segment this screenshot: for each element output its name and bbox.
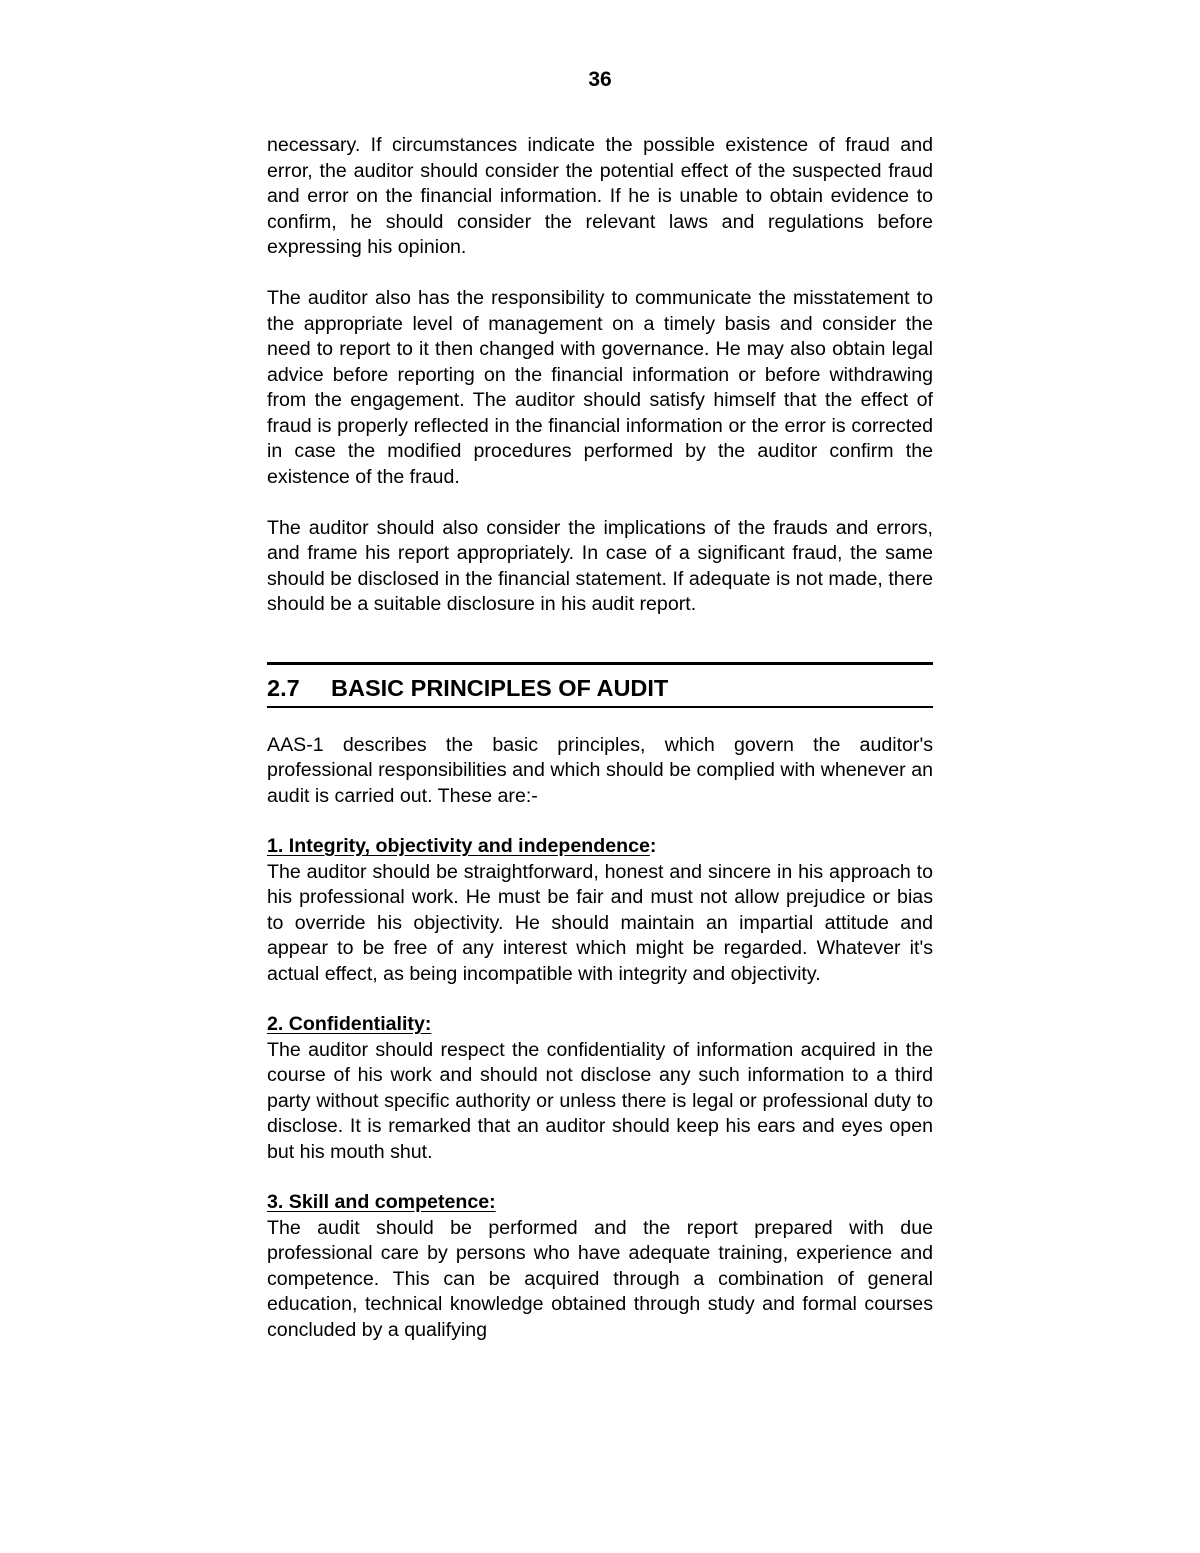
principle-heading-skill xyxy=(267,1190,933,1216)
principle-body-confidentiality: The auditor should respect the confidentiality of information acquired in the course of his work and should not disclose any such information to a third party without specific authority or unless there is legal or professional duty to disclose. It is remarked that an auditor should keep his ears and eyes open but his mouth shut. xyxy=(267,1038,933,1163)
principle-heading-confidentiality xyxy=(267,1012,933,1038)
section-intro: AAS-1 describes the basic principles, which govern the auditor's professional responsibilities and which should be complied with whenever an audit is carried out. These are:- xyxy=(267,733,933,807)
principle-heading-integrity xyxy=(267,834,933,860)
section-number: 2.7 xyxy=(267,674,300,701)
section-heading xyxy=(267,662,933,708)
section-title: BASIC PRINCIPLES OF AUDIT xyxy=(331,674,669,701)
principle-title-skill: 3. Skill and competence: xyxy=(267,1191,496,1213)
principle-title-integrity: 1. Integrity, objectivity and independence xyxy=(267,835,650,857)
paragraph-fraud-error-consideration: necessary. If circumstances indicate the possible existence of fraud and error, the auditor should consider the potential effect of the suspected fraud and error on the financial information. If he is unable to obtain evidence to confirm, he should consider the relevant laws and regulations before expressing his opinion. xyxy=(267,134,933,258)
principle-body-integrity: The auditor should be straightforward, honest and sincere in his approach to his professional work. He must be fair and must not allow prejudice or bias to override his objectivity. He should maintain an impartial attitude and appear to be free of any interest which might be regarded. Whatever it's actual effect, as being incompatible with integrity and objectivity. xyxy=(267,860,933,985)
principle-title-suffix: : xyxy=(649,835,657,857)
principle-title-confidentiality: 2. Confidentiality: xyxy=(267,1013,432,1035)
page-number: 36 xyxy=(588,68,612,91)
paragraph-report-implications: The auditor should also consider the implications of the frauds and errors, and frame his report appropriately. In case of a significant fraud, the same should be disclosed in the financial statement. If adequate is not made, there should be a suitable disclosure in his audit report. xyxy=(267,516,933,615)
page-content xyxy=(267,133,933,1343)
paragraph-communication-responsibility: The auditor also has the responsibility to communicate the misstatement to the appropriate level of management on a timely basis and consider the need to report to it then changed with governance. He may also obtain legal advice before reporting on the financial information or before withdrawing from the engagement. The auditor should satisfy himself that the effect of fraud is properly reflected in the financial information or the error is corrected in case the modified procedures performed by the auditor confirm the existence of the fraud. xyxy=(267,287,933,488)
principle-body-skill: The audit should be performed and the report prepared with due professional care by persons who have adequate training, experience and competence. This can be acquired through a combination of general education, technical knowledge obtained through study and formal courses concluded by a qualifying xyxy=(267,1216,933,1341)
